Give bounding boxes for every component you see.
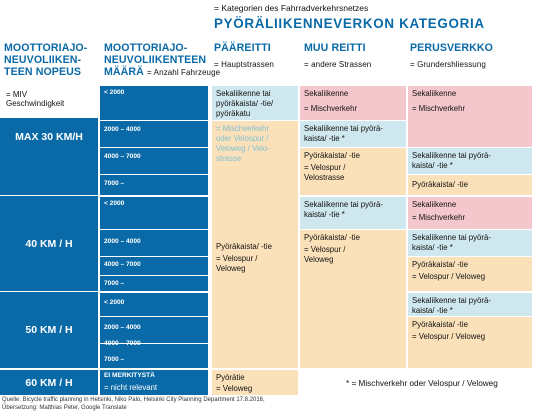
volume-none-label: EI MERKITYSTÄ [104, 372, 155, 379]
cell-line: Pyöräkaista/ -tie [412, 180, 468, 189]
other-mixed-cell-30 [300, 86, 406, 120]
cell-line: = Velospur / [216, 254, 258, 263]
speed-30-label: MAX 30 KM/H [15, 131, 83, 143]
header-basic-label: PERUSVERKKO [410, 42, 493, 54]
cell-line: Pyöräkaista/ -tie [304, 151, 360, 160]
cell-line: kaista/ -tie * [412, 161, 453, 170]
volume-label: 4000 – 7000 [104, 340, 141, 347]
cell-line: Pyörätie [216, 373, 245, 382]
cell-line: Sekaliikenne [412, 200, 457, 209]
basic-mixed-cell-40 [408, 197, 532, 229]
cell-line: = Mischverkehr [304, 104, 358, 113]
other-lane-cell-30 [300, 148, 406, 195]
cell-line: Pyöräkaista/ -tie [216, 242, 272, 251]
cell-line: Sekaliikenne tai pyörä- [412, 151, 491, 160]
basic-mixed-or-cell-40 [408, 230, 532, 256]
cell-line: = Mischverkehr [412, 104, 466, 113]
volume-label: 7000 – [104, 280, 125, 287]
page-title: PYÖRÄLIIKENNEVERKON KATEGORIA [214, 16, 485, 31]
cell-line: = Velospur / [304, 163, 346, 172]
volume-label: 4000 – 7000 [104, 261, 141, 268]
volume-label: < 2000 [104, 89, 125, 96]
header-other-gloss: = andere Strassen [304, 60, 372, 69]
main-lane-cell [212, 121, 298, 368]
header-main-route [214, 42, 274, 71]
basic-lane-cell-50 [408, 317, 532, 368]
cell-line: pyöräkatu [216, 109, 251, 118]
basic-lane-cell-40 [408, 257, 532, 291]
basic-mixed-cell-30 [408, 86, 532, 147]
speed-60-label: 60 KM / H [25, 377, 73, 389]
volume-label: < 2000 [104, 200, 125, 207]
cell-line: Sekaliikenne [304, 89, 349, 98]
cell-line: kaista/ -tie * [412, 243, 453, 252]
categories-gloss: = Kategorien des Fahrradverkehrsnetzes [214, 3, 369, 13]
cell-line: Sekaliikenne [412, 89, 457, 98]
header-volume-gloss: = Anzahl Fahrzeuge [146, 68, 221, 77]
cell-line: = Mischverkehr [412, 213, 466, 222]
row-divider [100, 174, 208, 175]
row-divider [100, 120, 208, 121]
cell-line: Pyöräkaista/ -tie [304, 233, 360, 242]
row-divider [100, 316, 208, 317]
header-other-route [304, 42, 371, 71]
header-main-label: PÄÄREITTI [214, 42, 271, 54]
speed-30-block [0, 118, 98, 195]
cell-line: Sekaliikenne tai [216, 89, 271, 98]
footnote: * = Mischverkehr oder Velospur / Veloweg [346, 379, 498, 388]
cell-line: = Veloweg [216, 384, 253, 393]
header-volume [104, 42, 220, 79]
cell-line: Sekaliikenne tai pyörä- [412, 233, 491, 242]
cell-line: = Velospur / [304, 245, 346, 254]
cell-line: = Velospur / Veloweg [412, 332, 486, 341]
basic-lane-cell-30 [408, 175, 532, 195]
row-divider [100, 291, 208, 293]
volume-label: 7000 – [104, 356, 125, 363]
basic-mixed-or-cell-50 [408, 293, 532, 316]
cell-line: Pyöräkaista/ -tie [412, 320, 468, 329]
cell-line: oder Velospur / [216, 134, 269, 143]
row-divider [100, 256, 208, 257]
header-basic-gloss: = Grundershliessung [410, 60, 486, 69]
cell-line: kaista/ -tie * [304, 134, 345, 143]
cell-line: strasse [216, 154, 242, 163]
volume-label: 2000 – 4000 [104, 126, 141, 133]
row-divider [100, 195, 208, 197]
header-volume-line: MÄÄRÄ [104, 66, 144, 78]
header-basic-network [410, 42, 493, 71]
speed-40-label: 40 KM / H [25, 238, 73, 250]
other-mixed-or-cell-40 [300, 197, 406, 229]
speed-50-label: 50 KM / H [25, 324, 73, 336]
volume-none-gloss: = nicht relevant [104, 383, 158, 392]
cell-line: Sekaliikenne tai pyörä- [412, 296, 491, 305]
header-speed [4, 42, 87, 78]
row-divider [100, 147, 208, 148]
source-line: Übersetzung: Matthias Peter, Google Translate [2, 404, 127, 411]
miv-gloss-box [0, 87, 98, 118]
cell-line: Veloweg / Velo- [216, 144, 270, 153]
cell-line: pyöräkaista/ -tie/ [216, 99, 274, 108]
miv-gloss: = MIV [6, 90, 28, 99]
row-divider [100, 275, 208, 276]
basic-mixed-or-cell-30 [408, 148, 532, 174]
cell-line: Velostrasse [304, 173, 345, 182]
source-line: Quelle: Bicycle traffic planning in Helsinki, Niko Palo, Helsinki City Planning Department 17.8.2016, [2, 397, 265, 403]
volume-label: 7000 – [104, 180, 125, 187]
other-lane-cell-40-50 [300, 230, 406, 368]
other-mixed-or-cell-30 [300, 121, 406, 147]
row-divider [100, 229, 208, 230]
cell-line: Sekaliikenne tai pyörä- [304, 124, 383, 133]
cell-line: = Velospur / Veloweg [412, 272, 486, 281]
header-volume-line: NEUVOLIIKENTEEN [104, 54, 207, 66]
miv-gloss-2: Geschwindigkeit [6, 99, 65, 108]
cell-line: Sekaliikenne tai pyörä- [304, 200, 383, 209]
main-path-cell [212, 370, 298, 395]
volume-label: 2000 – 4000 [104, 238, 141, 245]
header-volume-line: MOOTTORIAJO- [104, 42, 188, 54]
header-speed-line: TEEN NOPEUS [4, 66, 82, 78]
volume-label: 4000 – 7000 [104, 153, 141, 160]
header-speed-line: MOOTTORIAJO- [4, 42, 88, 54]
cell-line: Veloweg [216, 264, 246, 273]
cell-line: kaista/ -tie * [304, 210, 345, 219]
header-main-gloss: = Hauptstrassen [214, 60, 274, 69]
source-note [2, 397, 265, 412]
header-speed-line: NEUVOLIIKEN- [4, 54, 82, 66]
cell-line: kaista/ -tie * [412, 306, 453, 315]
cell-line: Pyöräkaista/ -tie [412, 260, 468, 269]
main-mixed-cell [212, 86, 298, 120]
header-other-label: MUU REITTI [304, 42, 366, 54]
volume-label: 2000 – 4000 [104, 324, 141, 331]
cell-line: Veloweg [304, 255, 334, 264]
cell-line: = Mischverkehr [216, 124, 270, 133]
volume-label: < 2000 [104, 299, 125, 306]
